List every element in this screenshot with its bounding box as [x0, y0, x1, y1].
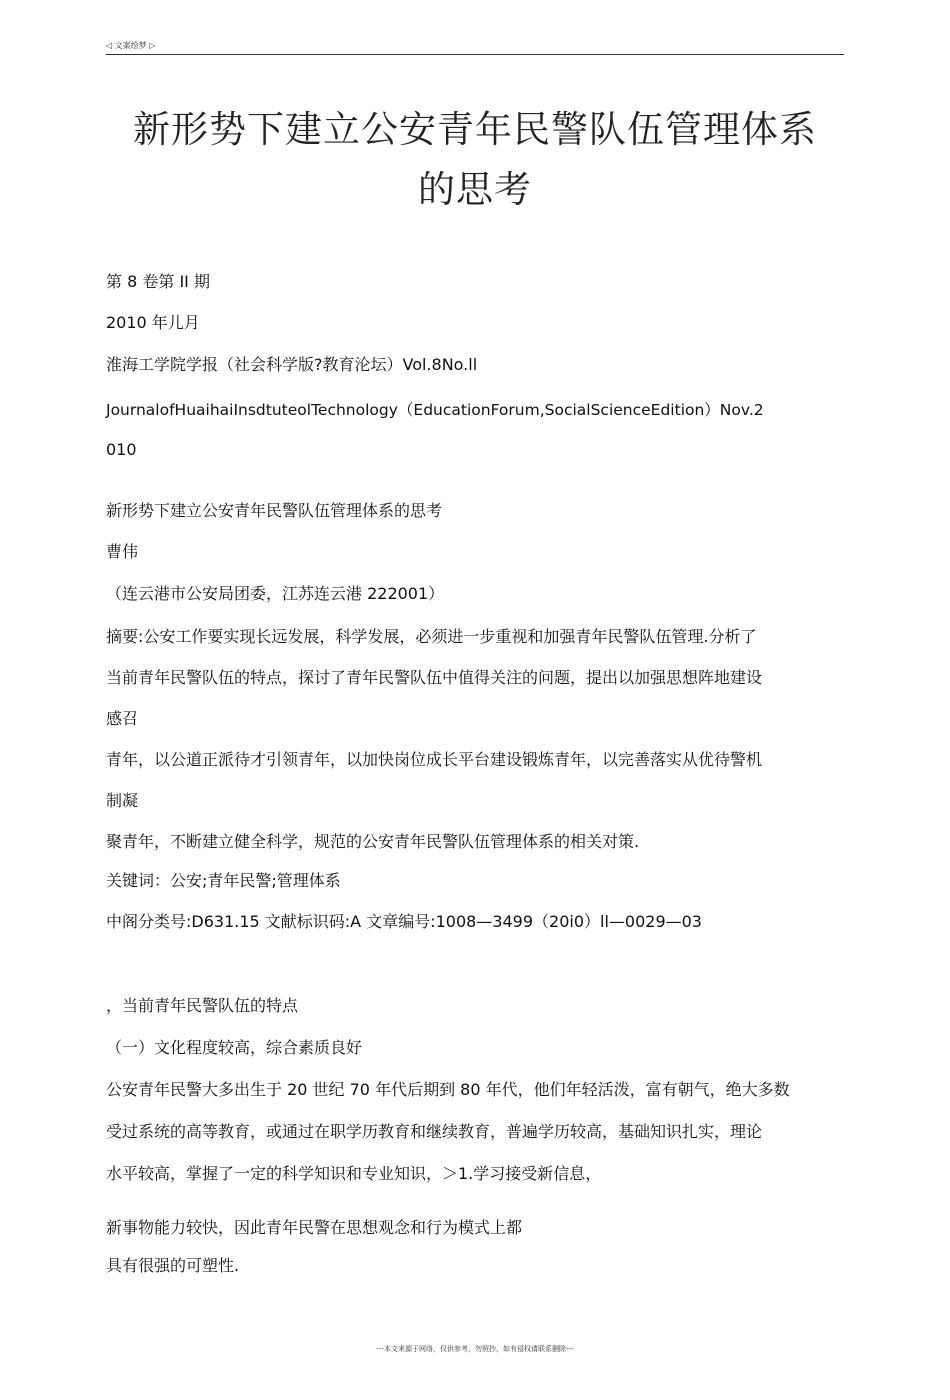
body-line-1: 公安青年民警大多出生于 20 世纪 70 年代后期到 80 年代，他们年轻活泼，富有朝气，绝大多数 — [106, 1080, 790, 1099]
header-label: 文案绘梦 — [114, 41, 147, 50]
article-subtitle: 新形势下建立公安青年民警队伍管理体系的思考 — [106, 501, 443, 520]
author-name: 曹伟 — [106, 542, 139, 561]
left-triangle-icon: ◁ — [106, 41, 113, 50]
abstract-line-5: 制凝 — [106, 791, 139, 810]
subsection-heading-1: （一）文化程度较高，综合素质良好 — [106, 1038, 363, 1057]
date-line: 2010 年儿月 — [106, 313, 200, 332]
author-affiliation: （连云港市公安局团委，江苏连云港 222001） — [106, 584, 445, 603]
section-heading-1: ，当前青年民警队伍的特点 — [106, 996, 299, 1015]
abstract-line-3: 感召 — [106, 709, 139, 728]
journal-cn-line: 淮海工学院学报（社会科学版?教育沦坛）Vol.8No.ll — [106, 355, 478, 374]
abstract-line-4: 青年，以公道正派待才引领青年，以加快岗位成长平台建设锻炼青年，以完善落实从优待警机 — [106, 750, 763, 769]
abstract-line-2: 当前青年民警队伍的特点，探讨了青年民警队伍中值得关注的问题，提出以加强思想阵地建设 — [106, 668, 763, 687]
page-footer: ---本文来源于网络，仅供参考，勿照抄，如有侵权请联系删除--- — [376, 1345, 574, 1353]
document-title — [100, 100, 850, 220]
title-line-1: 新形势下建立公安青年民警队伍管理体系 — [133, 108, 817, 151]
volume-line: 第 8 卷第 II 期 — [106, 272, 210, 291]
right-triangle-icon: ▷ — [149, 41, 156, 50]
body-line-5: 具有很强的可塑性. — [106, 1256, 240, 1275]
classification-line: 中阁分类号:D631.15 文献标识码:A 文章编号:1008—3499（20i0）ll—0029—03 — [106, 912, 702, 931]
abstract-line-1: 摘要:公安工作要实现长远发展，科学发展，必须进一步重视和加强青年民警队伍管理.分析了 — [106, 627, 757, 646]
body-line-4: 新事物能力较快，因此青年民警在思想观念和行为模式上都 — [106, 1218, 523, 1237]
body-line-2: 受过系统的高等教育，或通过在职学历教育和继续教育，普遍学历较高，基础知识扎实，理论 — [106, 1122, 763, 1141]
page-header — [106, 40, 844, 55]
keywords-line: 关键词：公安;青年民警;管理体系 — [106, 871, 341, 890]
journal-en-line: JournalofHuaihaiInsdtuteolTechnology（EducationForum,SocialScienceEdition）Nov.2 — [106, 401, 764, 419]
title-line-2: 的思考 — [418, 168, 532, 211]
body-line-3: 水平较高，掌握了一定的科学知识和专业知识，＞1.学习接受新信息， — [106, 1164, 602, 1183]
journal-en-continuation: 010 — [106, 440, 137, 459]
abstract-line-6: 聚青年，不断建立健全科学，规范的公安青年民警队伍管理体系的相关对策. — [106, 832, 640, 851]
